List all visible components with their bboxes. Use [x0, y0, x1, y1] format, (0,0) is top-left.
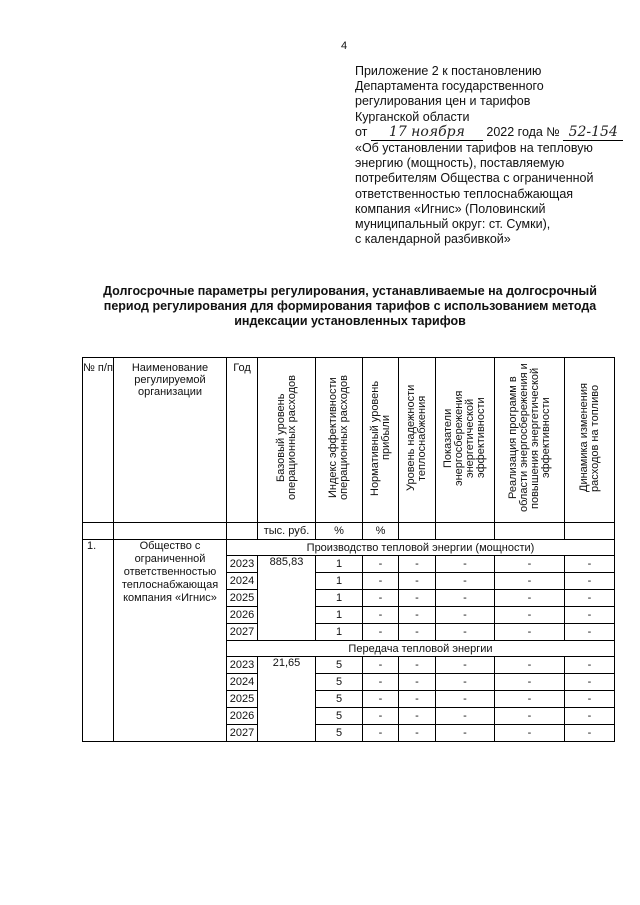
fuel-cell: - — [565, 674, 615, 691]
appendix-line: Курганской области — [355, 109, 470, 124]
profit-cell: - — [363, 691, 399, 708]
unit-profit: % — [363, 523, 399, 540]
header-base-text: Базовый уровень операционных расходов — [274, 375, 298, 501]
appendix-about-line: с календарной разбивкой» — [355, 232, 511, 247]
profit-cell: - — [363, 725, 399, 742]
energy-cell: - — [436, 556, 495, 573]
reliability-cell: - — [399, 657, 436, 674]
profit-cell: - — [363, 573, 399, 590]
header-profit-text: Нормативный уровень прибыли — [368, 380, 392, 496]
profit-cell: - — [363, 607, 399, 624]
cell — [495, 523, 565, 540]
index-cell: 1 — [316, 573, 363, 590]
cell — [399, 523, 436, 540]
index-cell: 1 — [316, 607, 363, 624]
fuel-cell: - — [565, 657, 615, 674]
reliability-cell: - — [399, 708, 436, 725]
reliability-cell: - — [399, 674, 436, 691]
header-reliability — [399, 358, 436, 523]
appendix-about-line: ответственностью теплоснабжающая — [355, 186, 574, 201]
programs-cell: - — [495, 556, 565, 573]
header-fuel-text: Динамика изменения расходов на топливо — [577, 383, 601, 493]
base-level-cell: 885,83 — [258, 556, 316, 641]
header-index — [316, 358, 363, 523]
reliability-cell: - — [399, 590, 436, 607]
year-cell: 2024 — [227, 674, 258, 691]
unit-base: тыс. руб. — [258, 523, 316, 540]
year-cell: 2024 — [227, 573, 258, 590]
header-fuel — [565, 358, 615, 523]
year-cell: 2026 — [227, 607, 258, 624]
header-org: Наименование регулируемой организации — [114, 358, 227, 523]
profit-cell: - — [363, 556, 399, 573]
appendix-about-line: «Об установлении тарифов на тепловую — [355, 141, 593, 156]
energy-cell: - — [436, 691, 495, 708]
row-number: 1. — [83, 540, 114, 742]
appendix-about-line: потребителям Общества с ограниченной — [355, 171, 594, 186]
header-programs — [495, 358, 565, 523]
header-row — [83, 358, 615, 523]
section-title: Передача тепловой энергии — [227, 641, 615, 657]
header-base — [258, 358, 316, 523]
section-title: Производство тепловой энергии (мощности) — [227, 540, 615, 556]
index-cell: 5 — [316, 674, 363, 691]
from-label: от — [355, 124, 368, 139]
fuel-cell: - — [565, 590, 615, 607]
profit-cell: - — [363, 624, 399, 641]
programs-cell: - — [495, 607, 565, 624]
cell — [565, 523, 615, 540]
section-row — [83, 540, 615, 556]
energy-cell: - — [436, 708, 495, 725]
profit-cell: - — [363, 708, 399, 725]
profit-cell: - — [363, 657, 399, 674]
index-cell: 5 — [316, 708, 363, 725]
profit-cell: - — [363, 674, 399, 691]
organization-name: Общество с ограниченной ответственностью теплоснабжающая компания «Игнис» — [114, 540, 227, 742]
header-profit — [363, 358, 399, 523]
reliability-cell: - — [399, 573, 436, 590]
appendix-block — [355, 64, 625, 247]
header-reliability-text: Уровень надежности теплоснабжения — [405, 384, 428, 492]
fuel-cell: - — [565, 708, 615, 725]
year-cell: 2025 — [227, 691, 258, 708]
units-row — [83, 523, 615, 540]
reliability-cell: - — [399, 556, 436, 573]
appendix-line: Приложение 2 к постановлению — [355, 64, 542, 78]
reliability-cell: - — [399, 691, 436, 708]
year-cell: 2025 — [227, 590, 258, 607]
programs-cell: - — [495, 725, 565, 742]
programs-cell: - — [495, 590, 565, 607]
header-energy — [436, 358, 495, 523]
cell — [436, 523, 495, 540]
header-index-text: Индекс эффективности операционных расходов — [327, 375, 350, 501]
unit-index: % — [316, 523, 363, 540]
handwritten-date: 17 ноября — [371, 125, 483, 141]
header-num: № п/п — [83, 358, 114, 523]
appendix-about-line: муниципальный округ: ст. Сумки), — [355, 217, 551, 232]
appendix-date-line — [355, 125, 625, 141]
fuel-cell: - — [565, 624, 615, 641]
cell — [83, 523, 114, 540]
page-number: 4 — [341, 40, 348, 52]
energy-cell: - — [436, 624, 495, 641]
energy-cell: - — [436, 674, 495, 691]
programs-cell: - — [495, 624, 565, 641]
index-cell: 1 — [316, 556, 363, 573]
year-label: 2022 года № — [486, 124, 560, 139]
programs-cell: - — [495, 573, 565, 590]
fuel-cell: - — [565, 573, 615, 590]
energy-cell: - — [436, 573, 495, 590]
header-energy-text: Показатели энергосбережения энергетической эффективности — [442, 390, 487, 486]
energy-cell: - — [436, 607, 495, 624]
appendix-about-line: компания «Игнис» (Половинский — [355, 201, 546, 216]
fuel-cell: - — [565, 556, 615, 573]
programs-cell: - — [495, 674, 565, 691]
appendix-line: регулирования цен и тарифов — [355, 94, 531, 109]
cell — [114, 523, 227, 540]
parameters-table — [82, 357, 615, 742]
header-programs-text: Реализация программ в области энергосбережения и повышения энергетической эффективности — [506, 363, 552, 513]
reliability-cell: - — [399, 624, 436, 641]
index-cell: 5 — [316, 657, 363, 674]
index-cell: 1 — [316, 590, 363, 607]
energy-cell: - — [436, 657, 495, 674]
appendix-about-line: энергию (мощность), поставляемую — [355, 156, 565, 171]
index-cell: 1 — [316, 624, 363, 641]
base-level-cell: 21,65 — [258, 657, 316, 742]
reliability-cell: - — [399, 607, 436, 624]
programs-cell: - — [495, 708, 565, 725]
programs-cell: - — [495, 691, 565, 708]
index-cell: 5 — [316, 725, 363, 742]
year-cell: 2026 — [227, 708, 258, 725]
fuel-cell: - — [565, 725, 615, 742]
year-cell: 2023 — [227, 657, 258, 674]
reliability-cell: - — [399, 725, 436, 742]
year-cell: 2023 — [227, 556, 258, 573]
year-cell: 2027 — [227, 624, 258, 641]
header-year: Год — [227, 358, 258, 523]
appendix-line: Департамента государственного — [355, 79, 544, 94]
year-cell: 2027 — [227, 725, 258, 742]
programs-cell: - — [495, 657, 565, 674]
index-cell: 5 — [316, 691, 363, 708]
energy-cell: - — [436, 725, 495, 742]
fuel-cell: - — [565, 691, 615, 708]
document-title: Долгосрочные параметры регулирования, устанавливаемые на долгосрочный период регулирования для формирования тарифов с использованием метода индексации установленных тарифов — [103, 284, 597, 328]
fuel-cell: - — [565, 607, 615, 624]
handwritten-number: 52-154 — [563, 125, 623, 141]
energy-cell: - — [436, 590, 495, 607]
cell — [227, 523, 258, 540]
profit-cell: - — [363, 590, 399, 607]
